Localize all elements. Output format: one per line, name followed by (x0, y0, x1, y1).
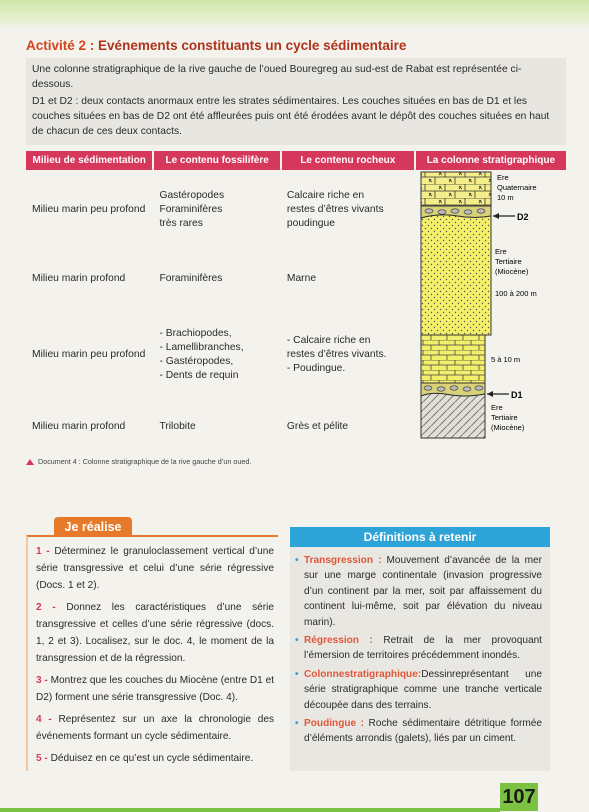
fossil-line: - Gastéropodes, (159, 356, 234, 368)
definition-text: Roche sédimentaire détritique formée d’éléments arrondis (galets), liés par un ciment. (304, 718, 543, 745)
activity-heading: Evénements constituants un cycle sédimentaire (98, 38, 407, 53)
strat-column-cell (415, 170, 566, 451)
list-item (36, 543, 274, 594)
task-number: 1 - (36, 546, 50, 557)
label-tert2-ere: Ere (490, 403, 503, 412)
label-d1: D1 (510, 390, 523, 400)
definition-text: Retrait de la mer provoquant l’émersion de territoires précédemment inondés. (304, 635, 542, 662)
cell-roches (281, 170, 415, 249)
list-item (36, 599, 274, 667)
task-number: 4 - (36, 714, 52, 725)
list-item (36, 672, 274, 706)
rock-line: - Poudingue. (286, 363, 346, 375)
intro-box (26, 58, 566, 145)
cell-roches (281, 402, 415, 451)
document-caption (26, 457, 566, 466)
page-content (26, 38, 566, 466)
definitions-header: Définitions à retenir (290, 527, 550, 547)
fossil-line: Gastéropodes (159, 189, 225, 201)
fossil-line: Foraminifères (159, 272, 223, 284)
label-quat-name: Quaternaire (496, 183, 537, 192)
label-tert2-name: Tertiaire (490, 413, 518, 422)
activity-label: Activité 2 : (26, 38, 95, 53)
label-thickness-1: 100 à 200 m (494, 289, 537, 298)
label-quat-thickness: 10 m (496, 193, 514, 202)
fossil-line: - Dents de requin (159, 370, 239, 382)
definitions-list (290, 547, 550, 747)
lower-section (26, 517, 566, 767)
list-item (304, 716, 542, 747)
list-item (36, 711, 274, 745)
rock-line: - Calcaire riche en (286, 335, 371, 347)
task-number: 2 - (36, 602, 56, 613)
list-item (304, 667, 542, 713)
definitions-box (290, 527, 550, 771)
layer-gres-pelite (421, 393, 485, 438)
fossil-line: - Brachiopodes, (159, 328, 232, 340)
list-item (36, 750, 274, 767)
definition-term: Colonnestratigraphique: (304, 668, 422, 680)
label-d2: D2 (516, 212, 529, 222)
cell-fossiles (153, 170, 280, 249)
cell-roches (281, 249, 415, 308)
cell-fossiles (153, 308, 280, 402)
bottom-strip (0, 808, 500, 812)
definition-term: Régression : (304, 635, 373, 647)
cell-milieu: Milieu marin peu profond (26, 170, 153, 249)
je-realise-box (26, 535, 278, 771)
fossil-line: très rares (159, 217, 203, 229)
cell-milieu: Milieu marin peu profond (26, 308, 153, 402)
fossil-line: - Lamellibranches, (159, 342, 244, 354)
rock-line: poudingue (286, 217, 335, 229)
fossil-line: Foraminifères (159, 203, 223, 215)
header-milieu: Milieu de sédimentation (26, 151, 153, 170)
cell-milieu: Milieu marin profond (26, 249, 153, 308)
label-tert2-epoch: (Miocène) (490, 423, 525, 432)
definition-text: Mouvement d’avancée de la mer sur une marge continentale (invasion progressive d’un continent par la mer, soit par affaissement du continent lui-même, soit par élévation du niveau marin). (304, 555, 542, 628)
header-fossiles: Le contenu fossilifère (153, 151, 280, 170)
definition-term: Transgression : (304, 555, 382, 566)
task-list (28, 537, 278, 767)
stratigraphic-column-diagram (415, 170, 555, 446)
task-number: 5 - (36, 753, 48, 764)
label-thickness-2: 5 à 10 m (490, 355, 520, 364)
top-color-band (0, 0, 589, 28)
definition-text: Dessinreprésentant une série stratigraphique comme une tranche verticale découpée dans des terrains. (304, 668, 542, 711)
list-item (304, 633, 542, 664)
header-colonne: La colonne stratigraphique (415, 151, 566, 170)
label-quat-ere: Ere (496, 173, 509, 182)
rock-line: Calcaire riche en (286, 189, 365, 201)
table-row (26, 170, 566, 249)
list-item (304, 553, 542, 630)
label-tert1-name: Tertiaire (494, 257, 522, 266)
intro-paragraph-1: Une colonne stratigraphique de la rive gauche de l’oued Bouregreg au sud-est de Rabat est représentée ci-dessous. (32, 64, 522, 90)
task-text: Donnez les caractéristiques d’une série transgressive et celles d’une série régressive (docs. 1, 2 et 3). Localisez, sur le doc. 4, le moment de la transgression et de la régression. (36, 602, 274, 664)
label-tert1-ere: Ere (494, 247, 507, 256)
stratigraphy-table (26, 151, 566, 451)
stratigraphy-table-wrap (26, 151, 566, 466)
rock-line: restes d’êtres vivants (286, 203, 384, 215)
label-tert1-epoch: (Miocène) (494, 267, 529, 276)
intro-paragraph-2: D1 et D2 : deux contacts anormaux entre les strates sédimentaires. Les couches situées en bas de D1 et les couches situées en bas de D2 ont été affleurées puis ont été érodées avant le dépôt des couches situées en haut de chacun de ces deux contacts. (32, 96, 550, 137)
layer-marne (421, 215, 491, 335)
layer-quaternary (421, 172, 491, 206)
activity-title (26, 38, 566, 53)
je-realise-tab: Je réalise (54, 517, 132, 537)
task-text: Représentez sur un axe la chronologie des événements formant un cycle sédimentaire. (36, 714, 274, 742)
rock-line: Grès et pélite (286, 420, 349, 432)
rock-line: restes d’êtres vivants. (286, 349, 387, 361)
cell-fossiles (153, 249, 280, 308)
cell-roches (281, 308, 415, 402)
layer-calcaire (421, 335, 485, 383)
fossil-line: Trilobite (159, 420, 196, 432)
rock-line: Marne (286, 272, 317, 284)
task-text: Déterminez le granuloclassement vertical d’une série transgressive et celui d’une série régressive (Docs. 1 et 2). (36, 546, 274, 591)
task-number: 3 - (36, 675, 48, 686)
definition-term: Poudingue : (304, 718, 365, 730)
cell-fossiles (153, 402, 280, 451)
header-roches: Le contenu rocheux (281, 151, 415, 170)
caption-triangle-icon (26, 459, 34, 465)
caption-text: Document 4 : Colonne stratigraphique de la rive gauche d’un oued. (38, 457, 252, 466)
task-text: Déduisez en ce qu’est un cycle sédimentaire. (50, 753, 254, 764)
cell-milieu: Milieu marin profond (26, 402, 153, 451)
task-text: Montrez que les couches du Miocène (entre D1 et D2) forment une série transgressive (Doc. 4). (36, 675, 275, 703)
page-number: 107 (500, 783, 538, 811)
